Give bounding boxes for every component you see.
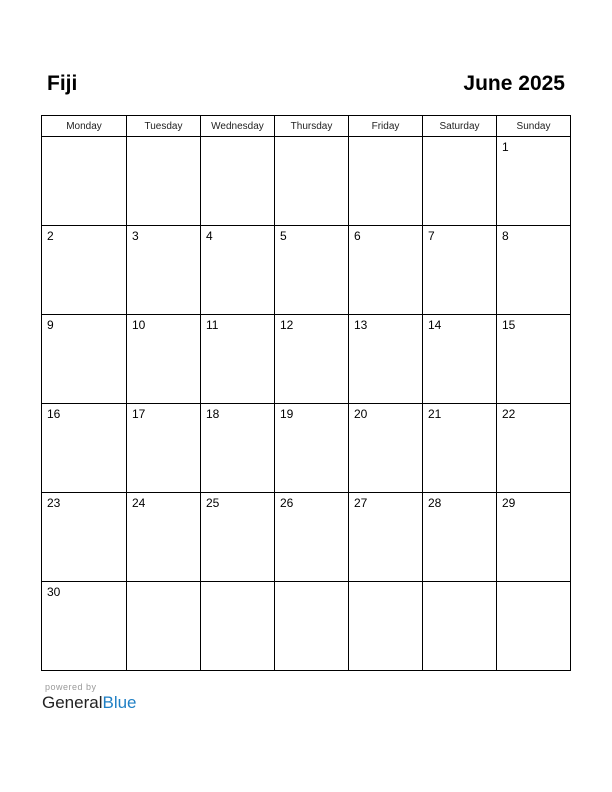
day-cell — [423, 137, 497, 226]
day-number: 8 — [502, 229, 509, 243]
day-number: 10 — [132, 318, 146, 332]
day-cell — [497, 493, 571, 582]
weekday-friday: Friday — [349, 116, 423, 137]
day-cell — [201, 493, 275, 582]
day-cell — [497, 404, 571, 493]
country-title: Fiji — [47, 72, 78, 95]
day-cell — [497, 315, 571, 404]
day-number: 5 — [280, 229, 287, 243]
day-number: 29 — [502, 496, 516, 510]
day-number — [275, 137, 348, 140]
day-number — [201, 582, 274, 585]
day-cell — [42, 226, 127, 315]
day-cell — [349, 493, 423, 582]
day-number: 19 — [280, 407, 294, 421]
day-cell — [423, 582, 497, 671]
day-cell — [275, 493, 349, 582]
day-number — [349, 137, 422, 140]
day-number: 13 — [354, 318, 368, 332]
day-cell — [275, 404, 349, 493]
day-number: 22 — [502, 407, 516, 421]
week-row — [42, 315, 571, 404]
weekday-wednesday: Wednesday — [201, 116, 275, 137]
day-number — [127, 582, 200, 585]
day-number: 11 — [206, 318, 219, 332]
day-cell — [423, 315, 497, 404]
day-cell — [42, 404, 127, 493]
day-number — [42, 137, 126, 140]
week-row — [42, 226, 571, 315]
day-number — [497, 582, 570, 585]
day-number: 17 — [132, 407, 146, 421]
day-cell — [127, 582, 201, 671]
day-number: 14 — [428, 318, 442, 332]
day-number — [275, 582, 348, 585]
weekday-tuesday: Tuesday — [127, 116, 201, 137]
day-number: 23 — [47, 496, 61, 510]
day-cell — [423, 226, 497, 315]
day-cell — [275, 137, 349, 226]
day-number: 18 — [206, 407, 220, 421]
day-cell — [42, 493, 127, 582]
day-cell — [201, 315, 275, 404]
day-cell — [349, 226, 423, 315]
day-cell — [42, 582, 127, 671]
day-cell — [201, 226, 275, 315]
weekday-monday: Monday — [42, 116, 127, 137]
day-cell — [349, 404, 423, 493]
day-cell — [127, 315, 201, 404]
day-cell — [349, 582, 423, 671]
day-cell — [201, 582, 275, 671]
day-number — [201, 137, 274, 140]
day-cell — [423, 404, 497, 493]
week-row — [42, 493, 571, 582]
day-cell — [42, 137, 127, 226]
day-number: 2 — [47, 229, 54, 243]
day-number: 26 — [280, 496, 294, 510]
day-cell — [497, 137, 571, 226]
weekday-saturday: Saturday — [423, 116, 497, 137]
day-cell — [275, 226, 349, 315]
calendar-grid — [41, 115, 571, 671]
day-number: 9 — [47, 318, 54, 332]
day-number: 16 — [47, 407, 61, 421]
day-cell — [423, 493, 497, 582]
brand-name-general: General — [42, 693, 103, 712]
day-number: 4 — [206, 229, 213, 243]
day-cell — [349, 315, 423, 404]
day-cell — [275, 315, 349, 404]
day-number — [423, 582, 496, 585]
brand-logo[interactable] — [42, 693, 137, 713]
day-cell — [497, 226, 571, 315]
month-title: June 2025 — [463, 72, 565, 95]
week-row — [42, 404, 571, 493]
day-cell — [349, 137, 423, 226]
day-cell — [497, 582, 571, 671]
day-number — [127, 137, 200, 140]
day-number — [349, 582, 422, 585]
day-cell — [127, 493, 201, 582]
day-number: 24 — [132, 496, 146, 510]
day-number: 15 — [502, 318, 516, 332]
day-cell — [127, 226, 201, 315]
brand-name-blue: Blue — [102, 693, 137, 712]
day-number: 3 — [132, 229, 139, 243]
day-cell — [275, 582, 349, 671]
powered-by-text: powered by — [45, 682, 97, 692]
week-row — [42, 137, 571, 226]
day-cell — [201, 404, 275, 493]
weekday-header-row — [42, 116, 571, 137]
day-number: 27 — [354, 496, 368, 510]
day-number: 20 — [354, 407, 368, 421]
day-number — [423, 137, 496, 140]
week-row — [42, 582, 571, 671]
day-number: 30 — [47, 585, 61, 599]
day-number: 25 — [206, 496, 220, 510]
day-cell — [201, 137, 275, 226]
day-number: 28 — [428, 496, 442, 510]
day-number: 12 — [280, 318, 294, 332]
day-cell — [127, 404, 201, 493]
day-number: 6 — [354, 229, 361, 243]
weekday-sunday: Sunday — [497, 116, 571, 137]
day-number: 21 — [428, 407, 442, 421]
weekday-thursday: Thursday — [275, 116, 349, 137]
day-number: 1 — [502, 140, 509, 154]
day-cell — [127, 137, 201, 226]
day-cell — [42, 315, 127, 404]
day-number: 7 — [428, 229, 435, 243]
